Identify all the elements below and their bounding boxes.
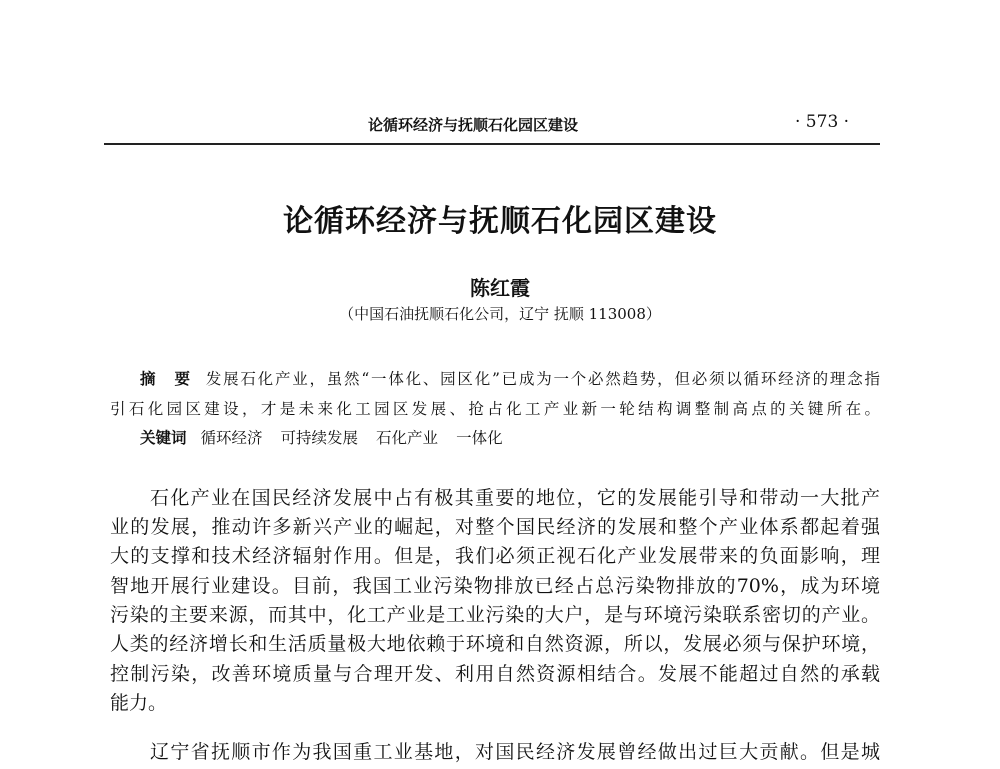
keyword: 一体化: [456, 429, 503, 447]
keyword: 循环经济: [200, 429, 263, 447]
running-title: 论循环经济与抚顺石化园区建设: [368, 116, 579, 134]
author-name: 陈红霞: [470, 276, 530, 300]
body-line: 能力。: [110, 692, 168, 714]
body-line: 控制污染，改善环境质量与合理开发、利用自然资源相结合。发展不能超过自然的承载: [110, 663, 880, 685]
abstract-text: 引石化园区建设，才是未来化工园区发展、抢占化工产业新一轮结构调整制高点的关键所在。: [110, 400, 880, 418]
body-line: 石化产业在国民经济发展中占有极其重要的地位，它的发展能引导和带动一大批产: [150, 487, 880, 509]
keyword: 石化产业: [376, 429, 439, 447]
page-number: · 573 ·: [795, 112, 850, 132]
abstract-text: 发展石化产业，虽然“一体化、园区化”已成为一个必然趋势，但必须以循环经济的理念指: [205, 370, 880, 388]
body-line: 大的支撑和技术经济辐射作用。但是，我们必须正视石化产业发展带来的负面影响，理: [110, 545, 880, 567]
abstract-line: [140, 367, 880, 389]
keywords-label: 关键词: [140, 428, 187, 447]
author-affiliation: （中国石油抚顺石化公司，辽宁 抚顺 113008）: [339, 305, 661, 323]
body-line: 辽宁省抚顺市作为我国重工业基地，对国民经济发展曾经做出过巨大贡献。但是城: [150, 741, 880, 763]
body-line: 智地开展行业建设。目前，我国工业污染物排放已经占总污染物排放的70%，成为环境: [110, 575, 880, 597]
abstract-line: [110, 397, 880, 419]
keywords-line: [140, 426, 910, 448]
header-rule: [104, 143, 880, 145]
body-line: 污染的主要来源，而其中，化工产业是工业污染的大户，是与环境污染联系密切的产业。: [110, 604, 880, 626]
abstract-label: 摘 要: [140, 369, 192, 388]
keyword: 可持续发展: [280, 429, 359, 447]
body-line: 业的发展，推动许多新兴产业的崛起，对整个国民经济的发展和整个产业体系都起着强: [110, 516, 880, 538]
article-title: 论循环经济与抚顺石化园区建设: [283, 204, 717, 239]
body-line: 人类的经济增长和生活质量极大地依赖于环境和自然资源，所以，发展必须与保护环境，: [110, 633, 880, 655]
